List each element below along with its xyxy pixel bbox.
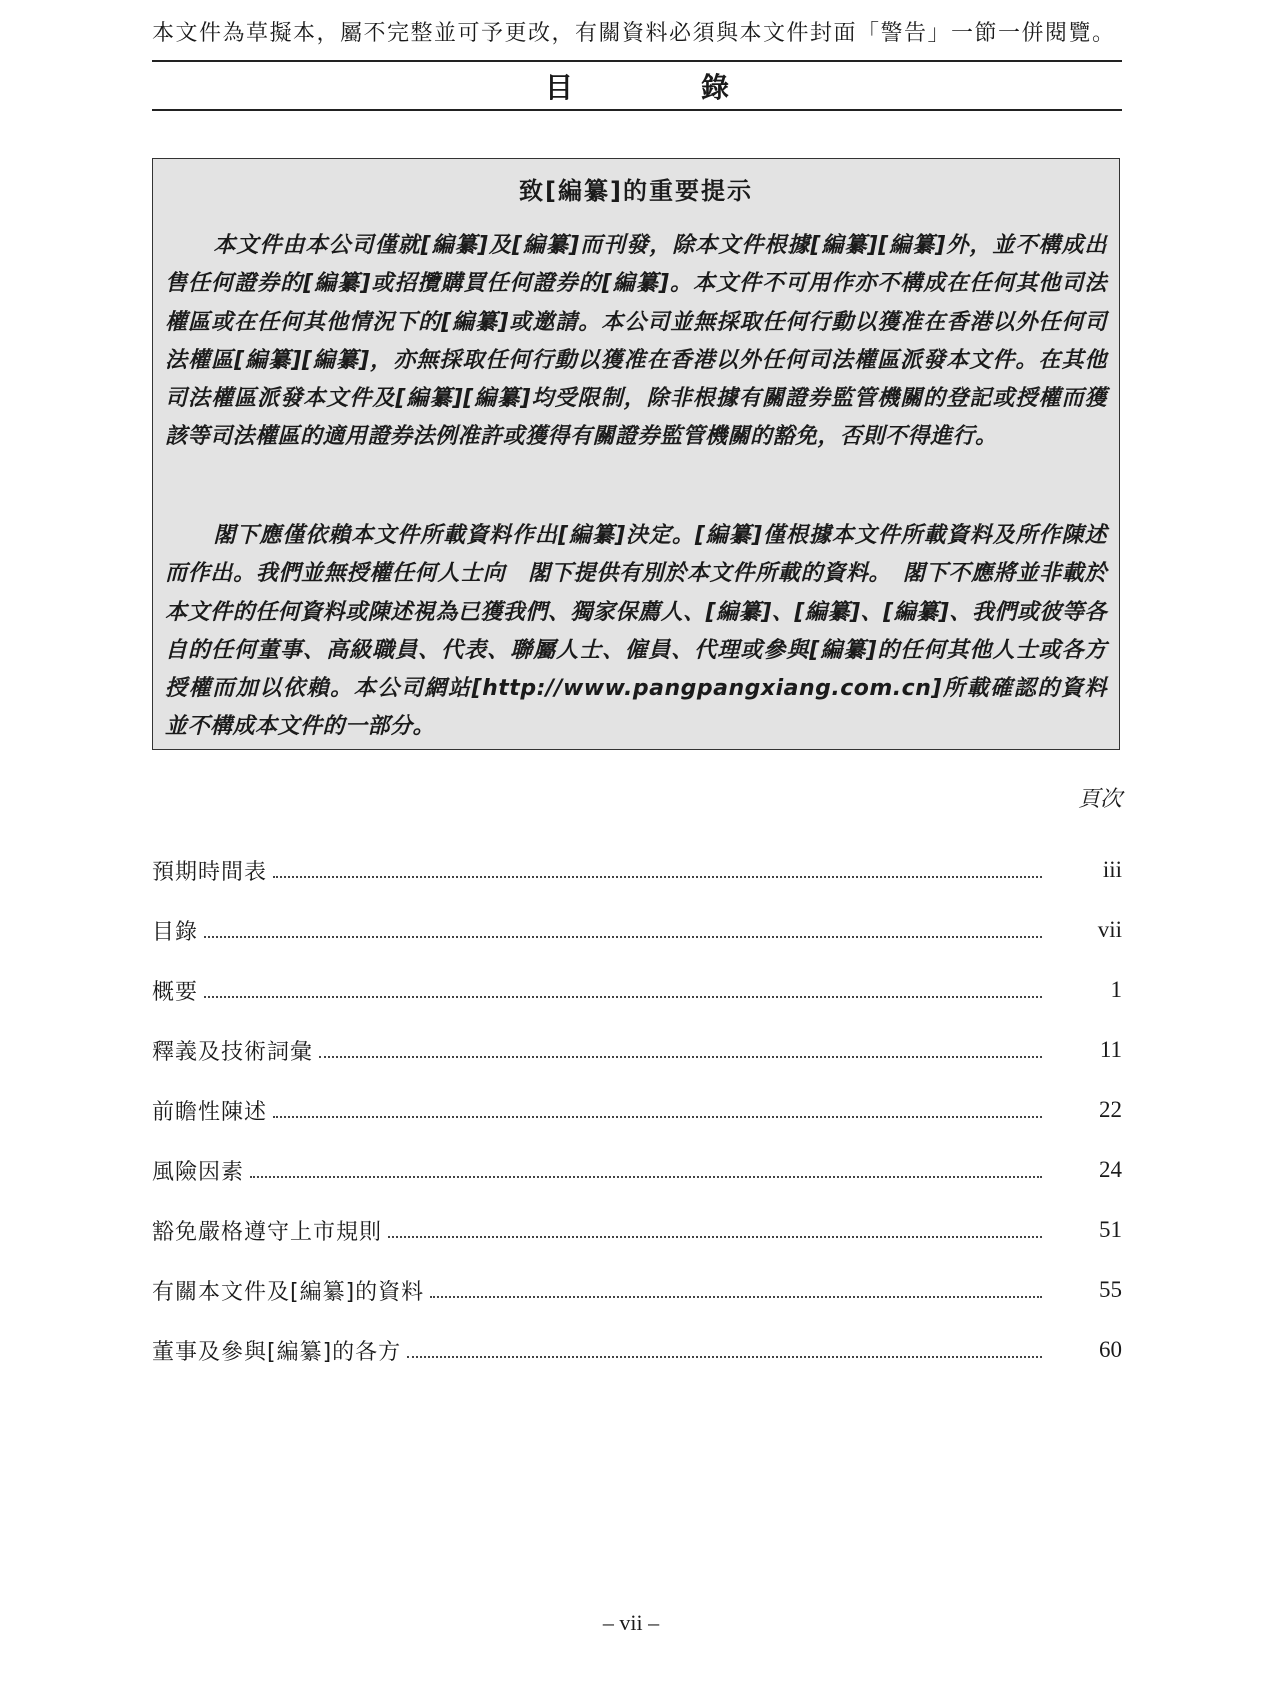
toc-entry-page: 55	[1099, 1277, 1122, 1302]
toc-entry-forward-looking[interactable]	[152, 1080, 1122, 1140]
toc-entry-document-information[interactable]	[152, 1260, 1122, 1320]
toc-leader-dots	[273, 876, 1042, 878]
toc-entry-summary[interactable]	[152, 960, 1122, 1020]
toc-entry-label: 豁免嚴格遵守上市規則	[152, 1219, 383, 1245]
notice-paragraph-2: 閣下應僅依賴本文件所載資料作出[編纂]決定。[編纂]僅根據本文件所載資料及所作陳述而作出。我們並無授權任何人士向 閣下提供有別於本文件所載的資料。 閣下不應將並非載於本文件的任何資料或陳述視為已獲我們、獨家保薦人、[編纂]、[編纂]、[編纂]、我們或彼等各自的任何董事、高級職員、代表、聯屬人士、僱員、代理或參與[編纂]的任何其他人士或各方授權而加以依賴。本公司網站[http://www.pangpangxiang.com.cn]所載確認的資料並不構成本文件的一部分。	[165, 523, 1107, 740]
toc-leader-dots	[430, 1296, 1042, 1298]
footer-page-number: – vii –	[602, 1610, 660, 1635]
toc-entry-page: iii	[1102, 857, 1122, 882]
toc-entry-page: 1	[1110, 977, 1122, 1002]
toc-entry-label: 前瞻性陳述	[152, 1099, 268, 1125]
toc-entry-page: 22	[1099, 1097, 1122, 1122]
page-title: 目 錄	[544, 71, 779, 104]
toc-entry-page: 51	[1099, 1217, 1122, 1242]
toc-entry-label: 目錄	[152, 919, 199, 945]
toc-entry-label: 預期時間表	[152, 859, 268, 885]
draft-warning-header: 本文件為草擬本，屬不完整並可予更改，有關資料必須與本文件封面「警告」一節一併閱覽。	[152, 21, 1116, 46]
toc-entry-directors-and-parties[interactable]	[152, 1320, 1122, 1380]
toc-leader-dots	[388, 1236, 1042, 1238]
toc-leader-dots	[407, 1356, 1042, 1358]
header-top-rule	[152, 60, 1122, 62]
page-column-label: 頁次	[1077, 787, 1122, 812]
toc-entry-risk-factors[interactable]	[152, 1140, 1122, 1200]
toc-entry-page: 24	[1099, 1157, 1122, 1182]
toc-leader-dots	[319, 1056, 1042, 1058]
toc-entry-definitions[interactable]	[152, 1020, 1122, 1080]
toc-entry-label: 概要	[152, 979, 199, 1005]
toc-leader-dots	[204, 996, 1042, 998]
toc-entry-contents[interactable]	[152, 900, 1122, 960]
toc-leader-dots	[273, 1116, 1042, 1118]
important-notice-box	[152, 158, 1120, 750]
toc-entry-expected-timetable[interactable]	[152, 840, 1122, 900]
toc-entry-label: 董事及參與[編纂]的各方	[152, 1339, 402, 1365]
notice-title: 致[編纂]的重要提示	[519, 177, 753, 205]
notice-paragraph-1: 本文件由本公司僅就[編纂]及[編纂]而刊發，除本文件根據[編纂][編纂]外，並不構成出售任何證券的[編纂]或招攬購買任何證券的[編纂]。本文件不可用作亦不構成在任何其他司法權區或在任何其他情況下的[編纂]或邀請。本公司並無採取任何行動以獲准在香港以外任何司法權區[編纂][編纂]，亦無採取任何行動以獲准在香港以外任何司法權區派發本文件。在其他司法權區派發本文件及[編纂][編纂]均受限制，除非根據有關證券監管機關的登記或授權而獲該等司法權區的適用證券法例准許或獲得有關證券監管機關的豁免，否則不得進行。	[165, 233, 1107, 450]
header-bottom-rule	[152, 109, 1122, 111]
toc-leader-dots	[250, 1176, 1042, 1178]
toc-entry-label: 有關本文件及[編纂]的資料	[152, 1279, 425, 1305]
toc-entry-waivers[interactable]	[152, 1200, 1122, 1260]
toc-entry-page: 11	[1099, 1037, 1122, 1062]
toc-entry-label: 釋義及技術詞彙	[152, 1039, 314, 1065]
toc-entry-page: vii	[1097, 917, 1122, 942]
toc-leader-dots	[204, 936, 1042, 938]
table-of-contents	[152, 840, 1122, 1380]
toc-entry-label: 風險因素	[152, 1159, 245, 1185]
toc-entry-page: 60	[1099, 1337, 1122, 1362]
